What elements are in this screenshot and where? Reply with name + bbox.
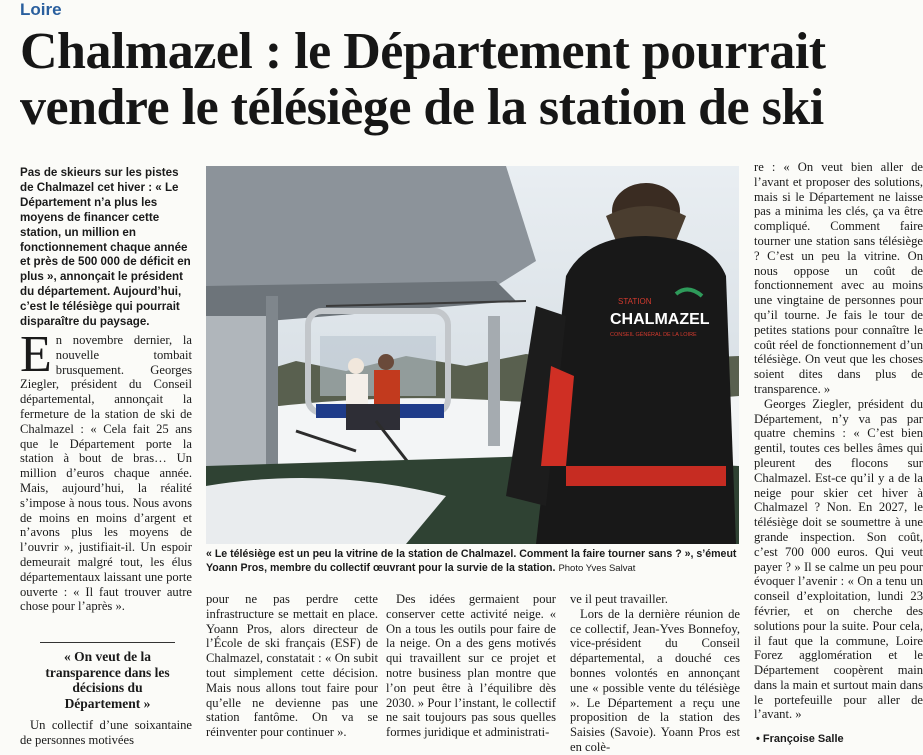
- photo-caption: [206, 547, 739, 576]
- photo-credit: Photo Yves Salvat: [558, 563, 636, 574]
- body-column-1-text: n novembre dernier, la nouvelle tombait brusquement. Georges Ziegler, président du Conseil départemental, annonçait la fermeture de la station de ski de Chalmazel : « Cela fait 25 ans que le Département porte la station à bout de bras… Un million d’euros chaque année. Mais, aujourd’hui, la réalité s’impose à nous tous. Nous avons de moins en moins d’argent et n’avons plus les moyens de l’ouvrir », justifiait-il. Un espoir demeurait malgré tout, les élus départementaux laissant une porte ouverte : « Il faut trouver autre chose pour l’après ».: [20, 333, 192, 614]
- body-column-2: [206, 592, 378, 740]
- body-column-4: [570, 592, 740, 755]
- body-column-3: [386, 592, 556, 740]
- body-column-1-continued: [20, 718, 192, 748]
- jacket-logo: CHALMAZEL: [610, 311, 710, 328]
- chairlift-photo-illustration: [206, 166, 739, 544]
- drop-cap: E: [20, 326, 52, 383]
- body-column-1: [20, 326, 192, 614]
- jacket-logo-sub: CONSEIL GÉNÉRAL DE LA LOIRE: [610, 332, 697, 338]
- article-photo: [206, 166, 739, 544]
- body-column-1b-text: Un collectif d’une soixantaine de personnes motivées: [20, 718, 192, 747]
- headline: [20, 24, 920, 136]
- body-column-4-text-1: ve il peut travailler.: [570, 592, 668, 606]
- body-right-text-1: re : « On veut bien aller de l’avant et proposer des solutions, mais si le Département ne laisse pas a minima les clés, ça va être compliqué. Comment faire tourner une station sans télésiège ? C’est un peu la vitrine. On nous oppose un coût de fonctionnement avec au moins une vingtaine de personnes pour qu’il tourne. Je fais le tour de petites stations pour connaître le coût réel de fonctionnement d’un télésiège. On veut que les choses soient dites dans plus de transparence. »: [754, 160, 923, 396]
- headline-line-2: vendre le télésiège de la station de ski: [20, 79, 824, 136]
- body-right-text-2: Georges Ziegler, président du Département, n’y va pas par quatre chemins : « C’est bien gentil, toutes ces belles âmes qui pleurent des flocons sur Chalmazel. Est-ce qu’il y a de la neige pour skier cet hiver à Chalmazel ? Non. En 2027, le télésiège doit se soumettre à une grande inspection. Son coût, c’est 700 000 euros. Qui veut payer ? » Il se calme un peu pour évoquer l’avenir : « On a tenu un conseil d’exploitation, lundi 23 février, et on cherche des solutions pour la suite. Pour cela, il faut que la commune, Loire Forez agglomération et le Département coopèrent main dans la main et surtout main dans le portefeuille pour aller de l’avant. »: [754, 396, 923, 722]
- body-column-4-text-2: Lors de la dernière réunion de ce collectif, Jean-Yves Bonnefoy, vice-président du Conseil départemental, a douché ces bonnes volontés en annonçant une « possible vente du télésiège ». Le Département a reçu une proposition de la station des Saisies (Savoie). Yoann Pros est en colè-: [570, 606, 740, 754]
- caption-text: « Le télésiège est un peu la vitrine de la station de Chalmazel. Comment la faire tourner sans ? », s’émeut Yoann Pros, membre du collectif œuvrant pour la survie de la station.: [206, 548, 737, 574]
- body-column-3-text: Des idées germaient pour conserver cette activité neige. « On a tous les outils pour faire de la neige. On a des gens motivés qui travaillent sur ce projet et notre business plan montre que l’on peut être à l’équilibre dès 2030. » Pour l’instant, le collectif ne sait toujours pas sous quelles formes juridique et administrati-: [386, 592, 556, 740]
- section-label: Loire: [20, 0, 62, 19]
- body-column-2-text: pour ne pas perdre cette infrastructure se mettait en place. Yoann Pros, alors directeur de l’École de ski français (ESF) de Chalmazel, constatait : « On subit tout simplement cette décision. Mais nous allons tout faire pour qu’elle ne devienne pas une station fantôme. On va se réinventer pour continuer ».: [206, 592, 378, 740]
- lead-paragraph: Pas de skieurs sur les pistes de Chalmazel cet hiver : « Le Département n’a plus les moyens de financer cette station, un million en fonctionnement chaque année et près de 500 000 de déficit en plus », annonçait le président du département. Aujourd’hui, c’est le télésiège qui pourrait disparaître du paysage.: [20, 166, 191, 329]
- jacket-logo-top: STATION: [618, 297, 652, 306]
- headline-line-1: Chalmazel : le Département pourrait: [20, 23, 826, 80]
- byline: • Françoise Salle: [756, 733, 844, 745]
- body-column-right: [754, 160, 923, 722]
- pull-quote: « On veut de la transparence dans les décisions du Département »: [40, 642, 175, 711]
